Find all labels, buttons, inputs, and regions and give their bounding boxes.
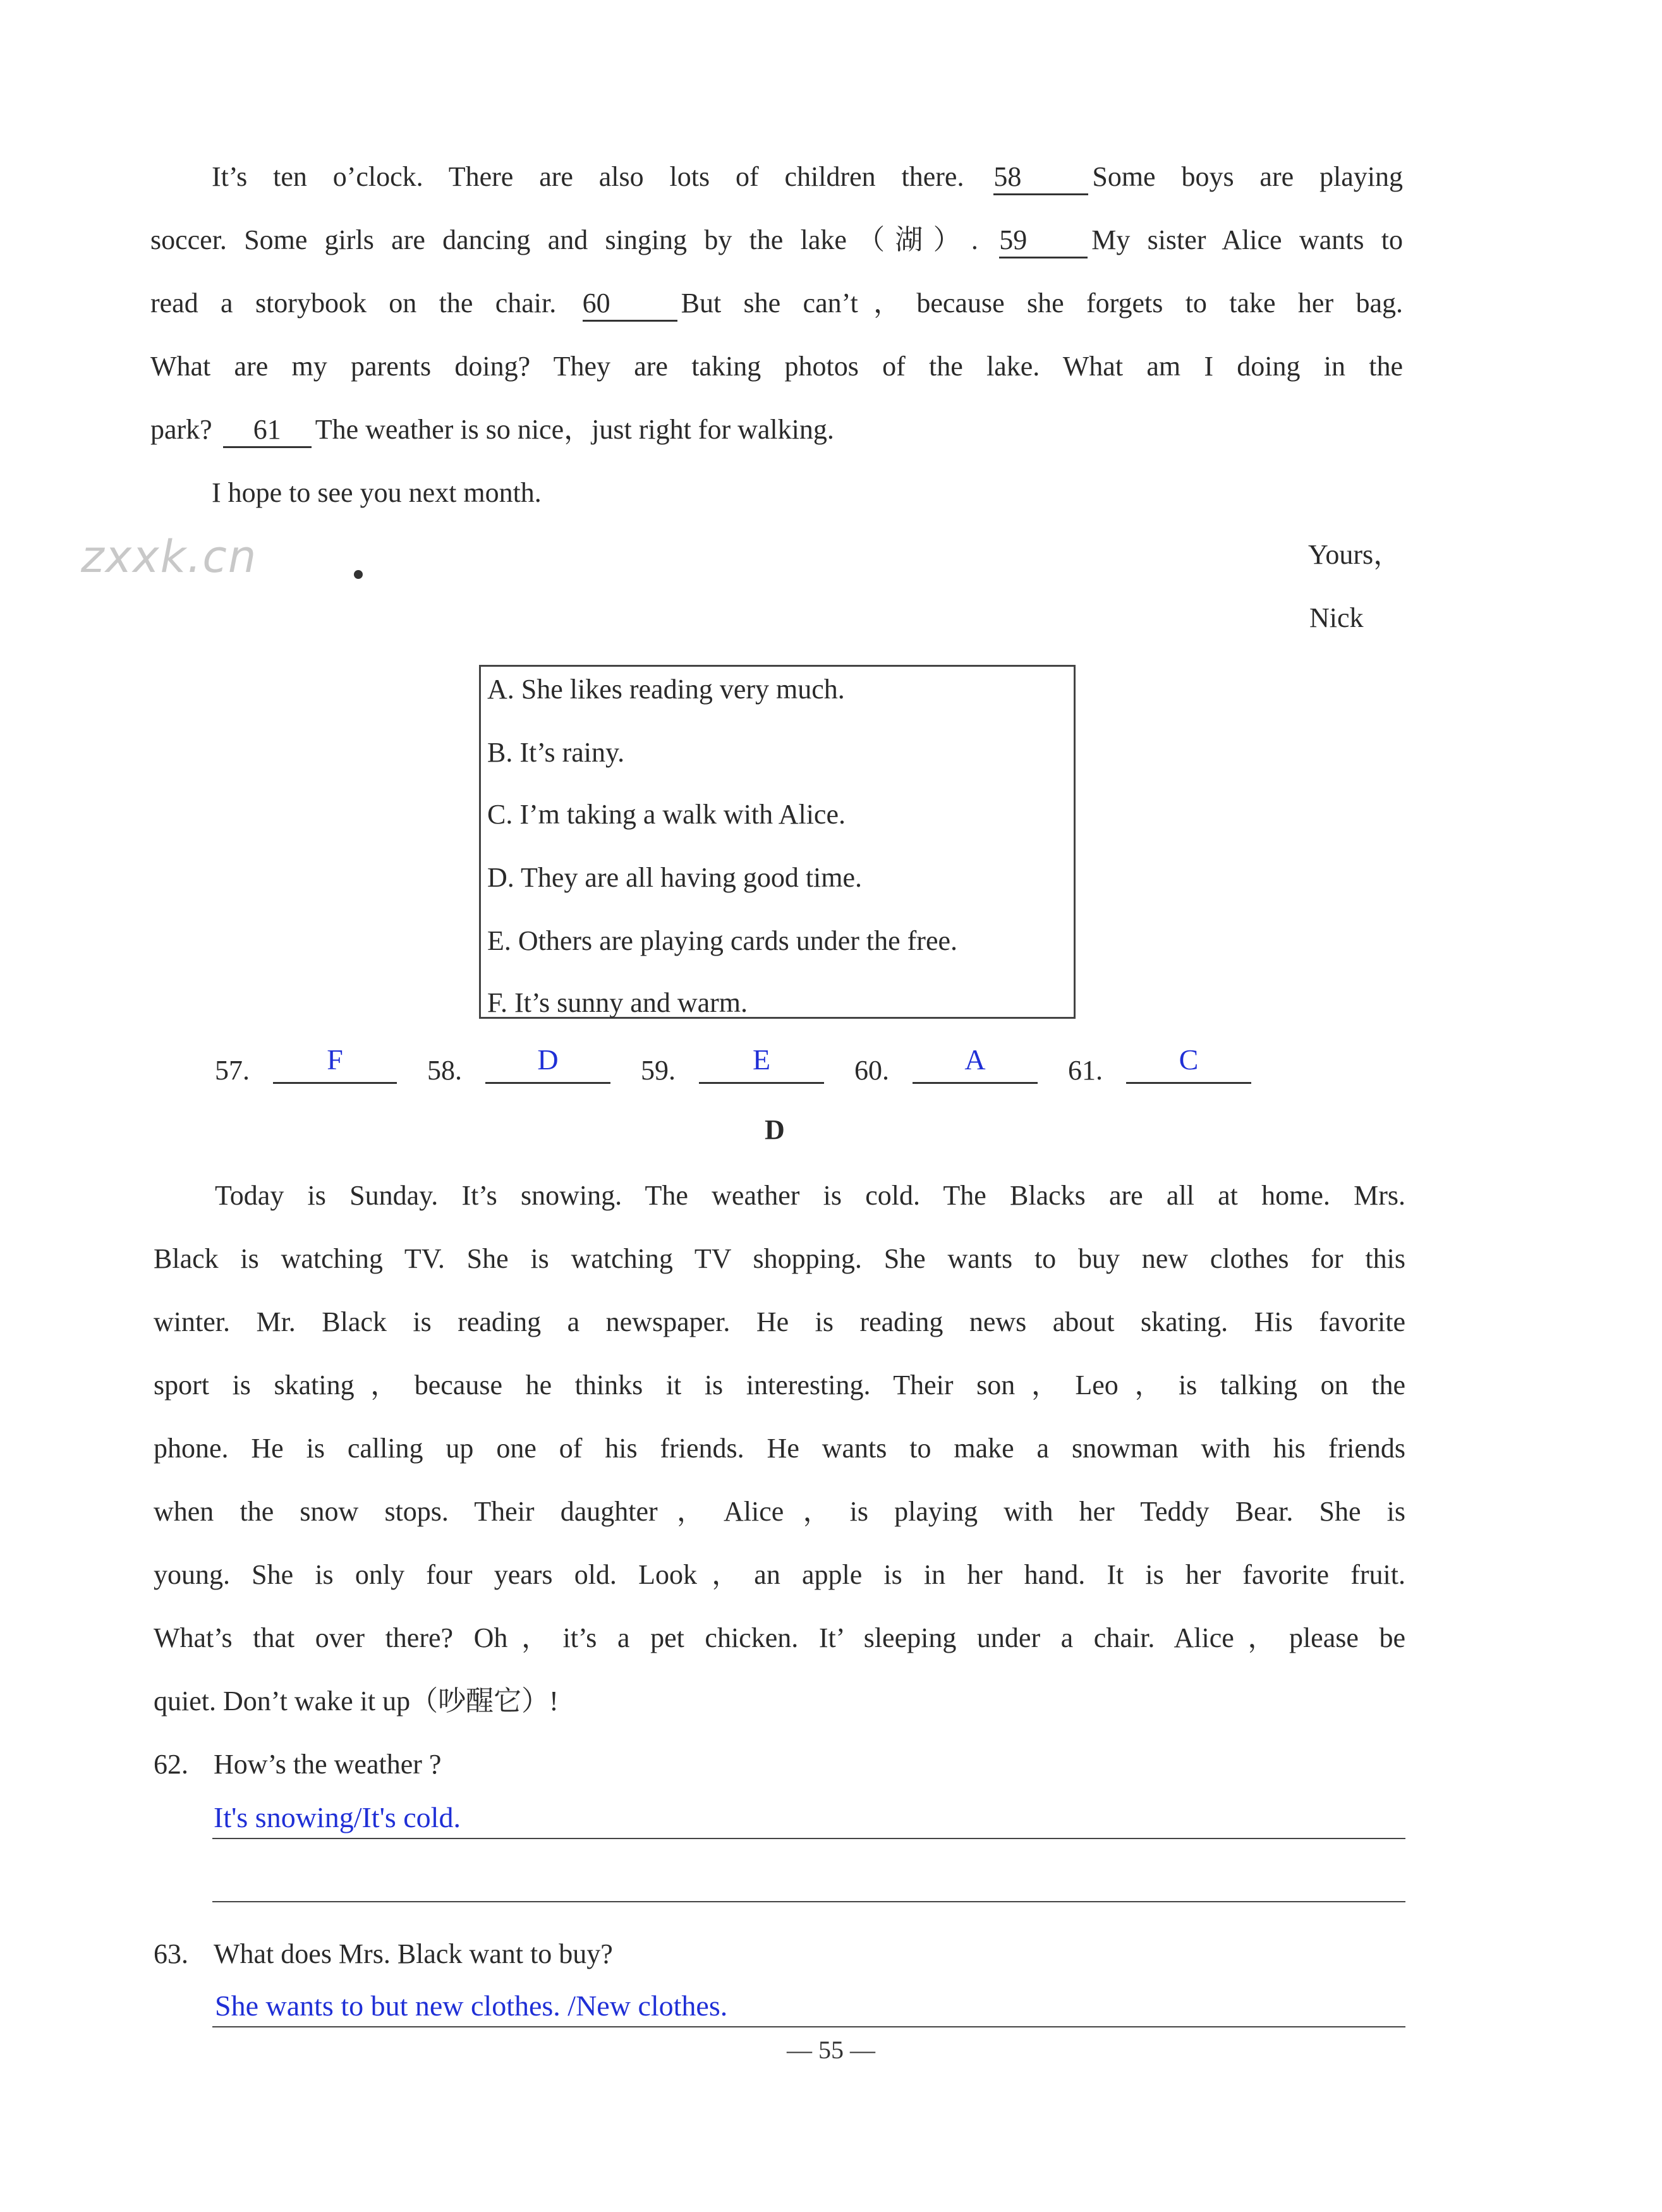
answer-60-line — [913, 1082, 1038, 1084]
answer-61-label: 61. — [1068, 1055, 1103, 1086]
watermark-logo: zxxk.cn — [81, 531, 258, 583]
letter-line-1: It’s ten o’clock. There are also lots of children there. 58 Some boys are playing — [212, 158, 1403, 196]
option-e: E. Others are playing cards under the free. — [487, 925, 958, 956]
section-d-heading: D — [765, 1114, 785, 1145]
letter-line-4: What are my parents doing? They are taking photos of the lake. What am I doing in the — [150, 351, 1403, 382]
option-c: C. I’m taking a walk with Alice. — [487, 799, 846, 830]
answer-60-label: 60. — [854, 1055, 889, 1086]
answer-58-label: 58. — [427, 1055, 462, 1086]
letter-closing: I hope to see you next month. — [212, 477, 542, 508]
question-63-text: What does Mrs. Black want to buy? — [214, 1938, 613, 1969]
passage-line-3: winter. Mr. Black is reading a newspaper. He is reading news about skating. His favorite — [154, 1306, 1405, 1337]
passage-line-7: young. She is only four years old. Look，an apple is in her hand. It is her favorite fruit. — [154, 1559, 1405, 1590]
letter-line-2: soccer. Some girls are dancing and singing by the lake（湖）. 59 My sister Alice wants to — [150, 221, 1403, 259]
blank-60: 60 — [583, 287, 677, 322]
answer-57-value: F — [327, 1043, 343, 1076]
passage-line-2: Black is watching TV. She is watching TV shopping. She wants to buy new clothes for this — [154, 1243, 1405, 1274]
passage-line-9: quiet. Don’t wake it up（吵醒它）! — [154, 1686, 559, 1717]
answer-57-label: 57. — [215, 1055, 250, 1086]
answer-61-value: C — [1179, 1043, 1199, 1076]
option-a: A. She likes reading very much. — [487, 674, 845, 705]
page-number: — 55 — — [787, 2036, 875, 2064]
question-62-number: 62. — [154, 1749, 188, 1780]
answer-57-line — [273, 1082, 397, 1084]
question-62-answer: It's snowing/It's cold. — [214, 1801, 461, 1833]
letter-yours: Yours， — [1308, 539, 1402, 570]
passage-line-8: What’s that over there? Oh，it’s a pet chicken. It’ sleeping under a chair. Alice，please be — [154, 1622, 1405, 1653]
answer-58-value: D — [537, 1043, 559, 1076]
question-63-answer-line — [212, 2026, 1405, 2027]
blank-59: 59 — [999, 224, 1088, 258]
answer-59-value: E — [752, 1043, 771, 1076]
answer-58-line — [485, 1082, 610, 1084]
option-d: D. They are all having good time. — [487, 862, 863, 893]
question-62-answer-line-1 — [212, 1838, 1405, 1839]
blank-61: 61 — [223, 413, 312, 448]
question-62-answer-line-2 — [212, 1901, 1405, 1902]
answer-60-value: A — [964, 1043, 986, 1076]
answer-59-label: 59. — [641, 1055, 676, 1086]
letter-signature: Nick — [1309, 602, 1364, 633]
passage-line-1: Today is Sunday. It’s snowing. The weather is cold. The Blacks are all at home. Mrs. — [215, 1180, 1405, 1211]
passage-line-5: phone. He is calling up one of his friends. He wants to make a snowman with his friends — [154, 1433, 1405, 1464]
question-62-text: How’s the weather ? — [214, 1749, 442, 1780]
passage-line-4: sport is skating，because he thinks it is interesting. Their son，Leo，is talking on the — [154, 1370, 1405, 1401]
blank-58: 58 — [993, 161, 1088, 195]
answer-59-line — [699, 1082, 824, 1084]
option-f: F. It’s sunny and warm. — [487, 987, 748, 1018]
question-63-answer: She wants to but new clothes. /New clothes. — [215, 1990, 728, 2022]
question-63-number: 63. — [154, 1938, 188, 1969]
answer-61-line — [1126, 1082, 1251, 1084]
letter-line-5: park? 61 The weather is so nice，just right for walking. — [150, 411, 834, 449]
bullet-dot — [354, 570, 363, 579]
passage-line-6: when the snow stops. Their daughter，Alice，is playing with her Teddy Bear. She is — [154, 1496, 1405, 1527]
letter-line-3: read a storybook on the chair. 60 But she can’t，because she forgets to take her bag. — [150, 284, 1403, 322]
options-box — [479, 665, 1076, 1019]
option-b: B. It’s rainy. — [487, 737, 625, 768]
